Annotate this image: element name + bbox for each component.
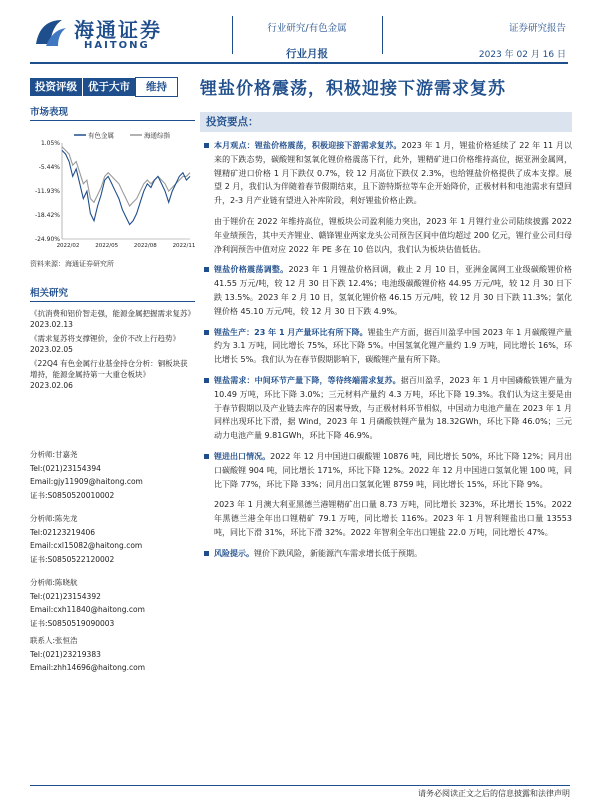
rating-label: 投资评级 [35, 81, 77, 93]
analyst-tel: Tel:(021)23219383 [30, 649, 101, 659]
market-performance-heading: 市场表现 [30, 104, 195, 121]
chart-source: 资料来源：海通证券研究所 [30, 260, 114, 268]
related-item-date: 2023.02.05 [30, 345, 73, 354]
key-point-monthly-view [200, 139, 572, 208]
analyst-email[interactable]: Email:cxl15082@haitong.com [30, 541, 143, 550]
key-point-body: 锂盐生产方面，据百川盈孚中国 2023 年 1 月碳酸锂产量约为 3.1 万吨，同比增长 75%，环比下降 5%。中国氢氧化锂产量约 1.9 万吨，同比增长 16%，环比增长 5%。我们认为在春节假期影响下，碳酸锂产量有所下降。 [214, 327, 572, 365]
related-item[interactable] [30, 358, 195, 391]
related-item-title: 《22Q4 有色金属行业基金持仓分析：铜板块获增持，能源金属持第一大重仓板块》 [30, 359, 188, 379]
key-point-risk [200, 547, 572, 561]
footer-disclaimer: 请务必阅读正文之后的信息披露和法律声明 [418, 789, 570, 798]
key-point-trade [200, 450, 572, 491]
key-point-body: 2022 年 12 月中国进口碳酸锂 10876 吨，同比增长 50%，环比下降 12%；同月出口碳酸锂 904 吨，同比增长 171%，环比下降 12%。2022 年 12 月中国进口氢氧化锂 100 吨，同比下降 77%，环比下降 33%；同月出口氢氧化锂 8759 吨，同比增长 15%，环比下降 9%。 [214, 451, 572, 489]
series-line-nonferrous [62, 150, 190, 224]
analyst-name: 联系人:张恒浩 [30, 636, 78, 645]
report-series: 证券研究报告 [508, 23, 566, 34]
rating-status: 维持 [135, 77, 178, 97]
related-item-title: 《抗消费和铝价智走强，能源金属把握需求复苏》 [30, 309, 195, 318]
related-item-date: 2023.02.06 [30, 381, 73, 390]
report-category: 行业研究/有色金属 [267, 23, 347, 34]
key-point-body: 2023 年 1 月锂盐价格回调，截止 2 月 10 日，亚洲金属网工业级碳酸锂价格 41.55 万元/吨，较 12 月 30 日下跌 12.4%；电池级碳酸锂价格 44.95 万元/吨，较 12 月 30 日下跌 13.5%。2023 年 2 月 10 日，氢氧化锂价格 46.15 万元/吨，较 12 月 30 日下跌 11.3%；氯化锂价格 45.10 万元/吨，较 12 月 30 日下跌 4.9%。 [214, 265, 572, 316]
logo-text-cn: 海通证券 [74, 18, 162, 42]
y-tick-label: -5.44% [38, 163, 60, 171]
key-point-lead: 风险提示。 [214, 548, 254, 558]
header-category-block [232, 20, 382, 61]
analyst-email[interactable]: Email:zhh14696@haitong.com [30, 663, 146, 672]
related-research-heading: 相关研究 [30, 285, 195, 302]
report-type: 行业月报 [286, 48, 328, 60]
analyst-block [30, 576, 195, 630]
key-points-heading: 投资要点： [200, 112, 572, 132]
analyst-name: 分析师:甘嘉尧 [30, 450, 78, 459]
y-tick-label: -18.42% [34, 211, 60, 219]
analyst-cert: 证书:S0850520010002 [30, 490, 115, 500]
key-point-lead: 本月观点：锂盐价格震荡，积极迎接下游需求复苏。 [214, 141, 402, 150]
chart-plot-area [35, 140, 195, 249]
y-tick-label: 1.05% [40, 139, 60, 147]
analyst-email[interactable]: Email:cxh11840@haitong.com [30, 605, 145, 614]
key-point-body: 据百川盈孚，2023 年 1 月中国磷酸铁锂产量为 10.49 万吨，环比下降 3.0%；三元材料产量约 4.3 万吨，环比下降 19.3%。我们认为这主要是由于春节假期以及产业链去库存的因素导致，与正极材料环节相似，中国动力电池产量在 2023 年 1 月同样出现环比下滑，据 Wind，2023 年 1 月磷酸铁锂产量为 18.32GWh，环比下降 46.0%；三元动力电池产量 9.81GWh，环比下降 46.9%。 [214, 375, 573, 441]
analyst-name: 分析师:陈先龙 [30, 514, 78, 523]
related-item[interactable] [30, 333, 195, 355]
analyst-email[interactable]: Email:gjy11909@haitong.com [30, 477, 143, 486]
key-point-body: 锂价下跌风险，新能源汽车需求增长低于预期。 [254, 548, 422, 558]
legend-label-a: 有色金属 [88, 131, 114, 140]
report-date: 2023 年 02 月 16 日 [478, 50, 566, 60]
analyst-tel: Tel:(021)23154392 [30, 591, 101, 601]
related-research-list [30, 308, 195, 391]
legend-label-b: 海通综指 [144, 131, 170, 140]
left-sidebar [30, 104, 195, 394]
market-chart-svg [30, 127, 195, 255]
x-tick-label: 2022/05 [95, 243, 119, 249]
market-performance-chart [30, 127, 195, 255]
key-point-lead: 锂进出口情况。 [214, 451, 271, 461]
key-point-lead: 锂盐生产：23 年 1 月产量环比有所下降。 [214, 327, 368, 337]
logo-text-en: HAITONG [84, 40, 150, 51]
related-item-date: 2023.02.13 [30, 320, 73, 329]
report-title: 锂盐价格震荡，积极迎接下游需求复苏 [200, 79, 506, 99]
key-point-body: 2023 年 1 月，锂盐价格延续了 22 年 11 月以来的下跌态势，碳酸锂和氢氧化锂价格震荡下行，此外，锂精矿进口价格维持高位，据亚洲金属网，锂精矿进口价格 1 月下跌仅 0.7%，较 12 月高位下跌仅 2.3%，也给锂盐价格提供了成本支撑。展望 2 月，我们认为伴随着春节假期结束，且下游特斯拉等车企开始降价，正极材料和电池需求有望回升，2-3 月产业链有望进入补库阶段，利好锂盐价格止跌。 [214, 141, 572, 206]
haitong-logo-icon [32, 14, 70, 50]
related-item-title: 《需求复苏将支撑锂价，金价不改上行趋势》 [30, 334, 180, 343]
header-meta-block [440, 20, 566, 60]
haitong-logo [32, 14, 187, 50]
analyst-block [30, 634, 195, 675]
x-tick-label: 2022/11 [172, 243, 195, 249]
footer-rule [30, 785, 570, 786]
analyst-cert: 证书:S0850522120002 [30, 554, 115, 564]
analyst-name: 分析师:陈晓航 [30, 578, 78, 587]
x-tick-label: 2022/02 [56, 243, 80, 249]
report-header [0, 0, 600, 62]
analyst-tel: Tel:02123219406 [30, 527, 96, 537]
key-point-valuation: 由于锂价在 2022 年维持高位，锂板块公司盈利能力突出，2023 年 1 月锂行业公司陆续披露 2022 年业绩预告，其中天齐锂业、赣锋锂业两家龙头公司预告区间中值均超过 200 亿元，锂行业公司归母净利润预告中值对应 2022 年 PE 多在 10 倍以内，我们认为板块估值低估。 [214, 216, 572, 254]
related-item[interactable] [30, 308, 195, 330]
header-divider [382, 16, 383, 54]
analyst-block [30, 512, 195, 566]
key-point-exports: 2023 年 1 月澳大利亚黑德兰港锂精矿出口量 8.73 万吨，同比增长 323%，环比增长 15%。2022 年黑德兰港全年出口锂精矿 79.1 万吨，同比增长 116%。2023 年 1 月智利锂盐出口量 13553 吨，同比下滑 31%，环比下滑 32%。2022 年智利全年出口锂盐 22.0 万吨，同比增长 47%。 [214, 500, 572, 537]
key-point-demand [200, 374, 572, 443]
key-point-production [200, 326, 572, 367]
key-point-price [200, 263, 572, 318]
investment-rating [30, 78, 178, 96]
key-point-lead: 锂盐需求：中间环节产量下降，等待终端需求复苏。 [214, 375, 401, 385]
y-tick-label: -11.93% [34, 187, 60, 195]
analyst-block [30, 448, 195, 502]
analyst-tel: Tel:(021)23154394 [30, 463, 101, 473]
analyst-contacts [30, 448, 195, 675]
key-points-section [200, 112, 572, 561]
y-tick-label: -24.90% [34, 236, 60, 243]
analyst-cert: 证书:S0850519090003 [30, 618, 115, 628]
x-tick-label: 2022/08 [133, 243, 157, 249]
key-point-lead: 锂盐价格震荡调整。 [214, 265, 289, 275]
header-rule [30, 62, 568, 64]
rating-value: 优于大市 [88, 81, 130, 93]
